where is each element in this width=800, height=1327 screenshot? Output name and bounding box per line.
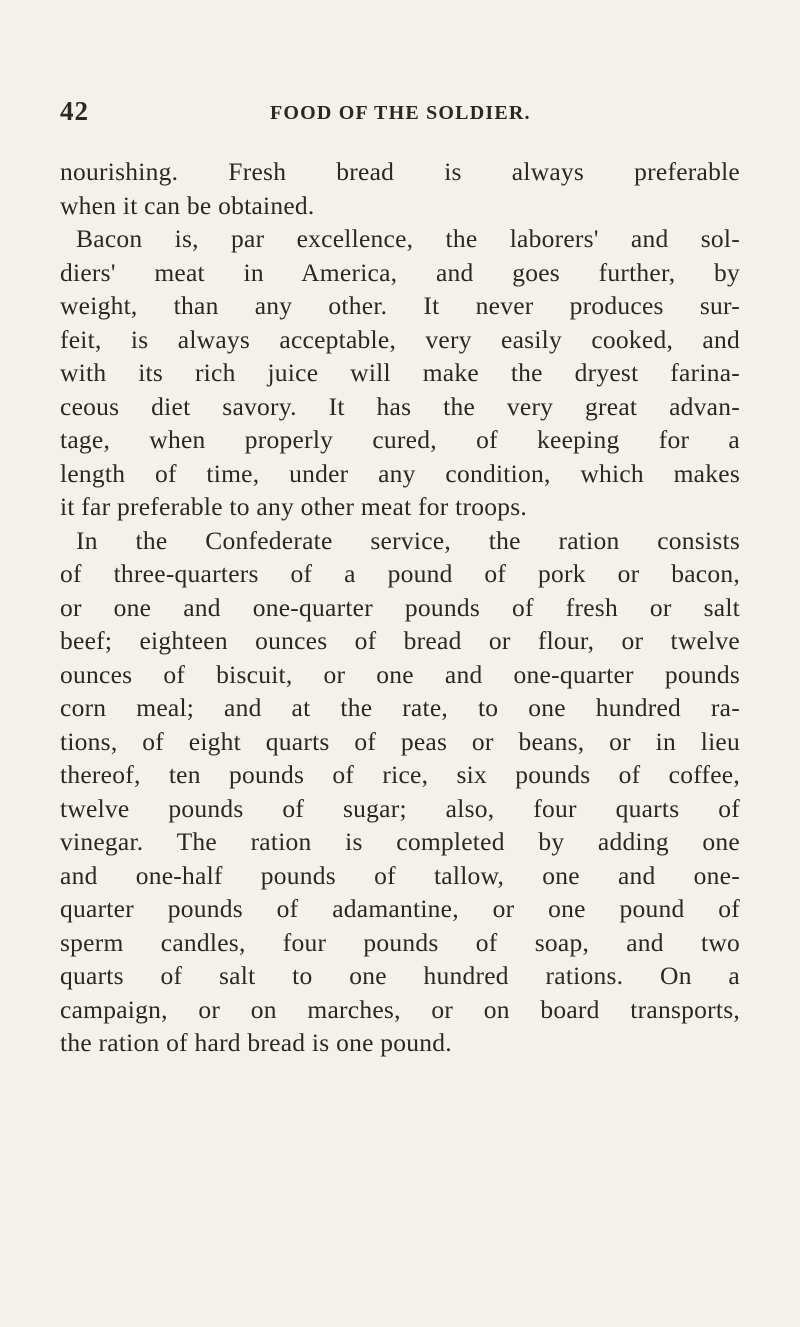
- text-line: it far preferable to any other meat for troops.: [60, 492, 528, 521]
- text-line: campaign, or on marches, or on board transports,: [60, 994, 740, 1024]
- page-number: 42: [60, 96, 89, 126]
- text-line: vinegar. The ration is completed by adding one: [60, 827, 740, 856]
- running-title: FOOD OF THE SOLDIER.: [270, 102, 531, 124]
- text-line: corn meal; and at the rate, to one hundred ra-: [60, 693, 740, 722]
- text-line: of three-quarters of a pound of pork or bacon,: [60, 559, 740, 588]
- text-line: feit, is always acceptable, very easily cooked, and: [60, 324, 740, 354]
- text-line: quarter pounds of adamantine, or one pound of: [60, 894, 740, 923]
- text-line: the ration of hard bread is one pound.: [60, 1028, 452, 1057]
- text-line: In the Confederate service, the ration consists: [76, 525, 740, 555]
- text-line: or one and one-quarter pounds of fresh or salt: [60, 592, 740, 622]
- text-line: tage, when properly cured, of keeping for a: [60, 425, 740, 454]
- text-line: Bacon is, par excellence, the laborers' and sol-: [76, 224, 740, 253]
- body-text: [60, 155, 740, 1060]
- text-line: diers' meat in America, and goes further, by: [60, 257, 740, 287]
- text-line: sperm candles, four pounds of soap, and two: [60, 927, 740, 957]
- text-line: tions, of eight quarts of peas or beans, or in lieu: [60, 726, 740, 756]
- text-line: and one-half pounds of tallow, one and one-: [60, 860, 740, 890]
- text-line: ceous diet savory. It has the very great advan-: [60, 391, 740, 421]
- text-line: beef; eighteen ounces of bread or flour, or twelve: [60, 626, 740, 655]
- text-line: quarts of salt to one hundred rations. On a: [60, 961, 740, 990]
- text-line: length of time, under any condition, which makes: [60, 458, 740, 488]
- text-line: ounces of biscuit, or one and one-quarter pounds: [60, 659, 740, 689]
- text-line: thereof, ten pounds of rice, six pounds of coffee,: [60, 760, 740, 789]
- text-line: when it can be obtained.: [60, 190, 315, 220]
- text-line: twelve pounds of sugar; also, four quarts of: [60, 793, 740, 823]
- text-line: with its rich juice will make the dryest farina-: [60, 358, 740, 387]
- text-line: nourishing. Fresh bread is always preferable: [60, 157, 740, 186]
- running-head: [60, 96, 740, 126]
- text-line: weight, than any other. It never produces sur-: [60, 291, 740, 320]
